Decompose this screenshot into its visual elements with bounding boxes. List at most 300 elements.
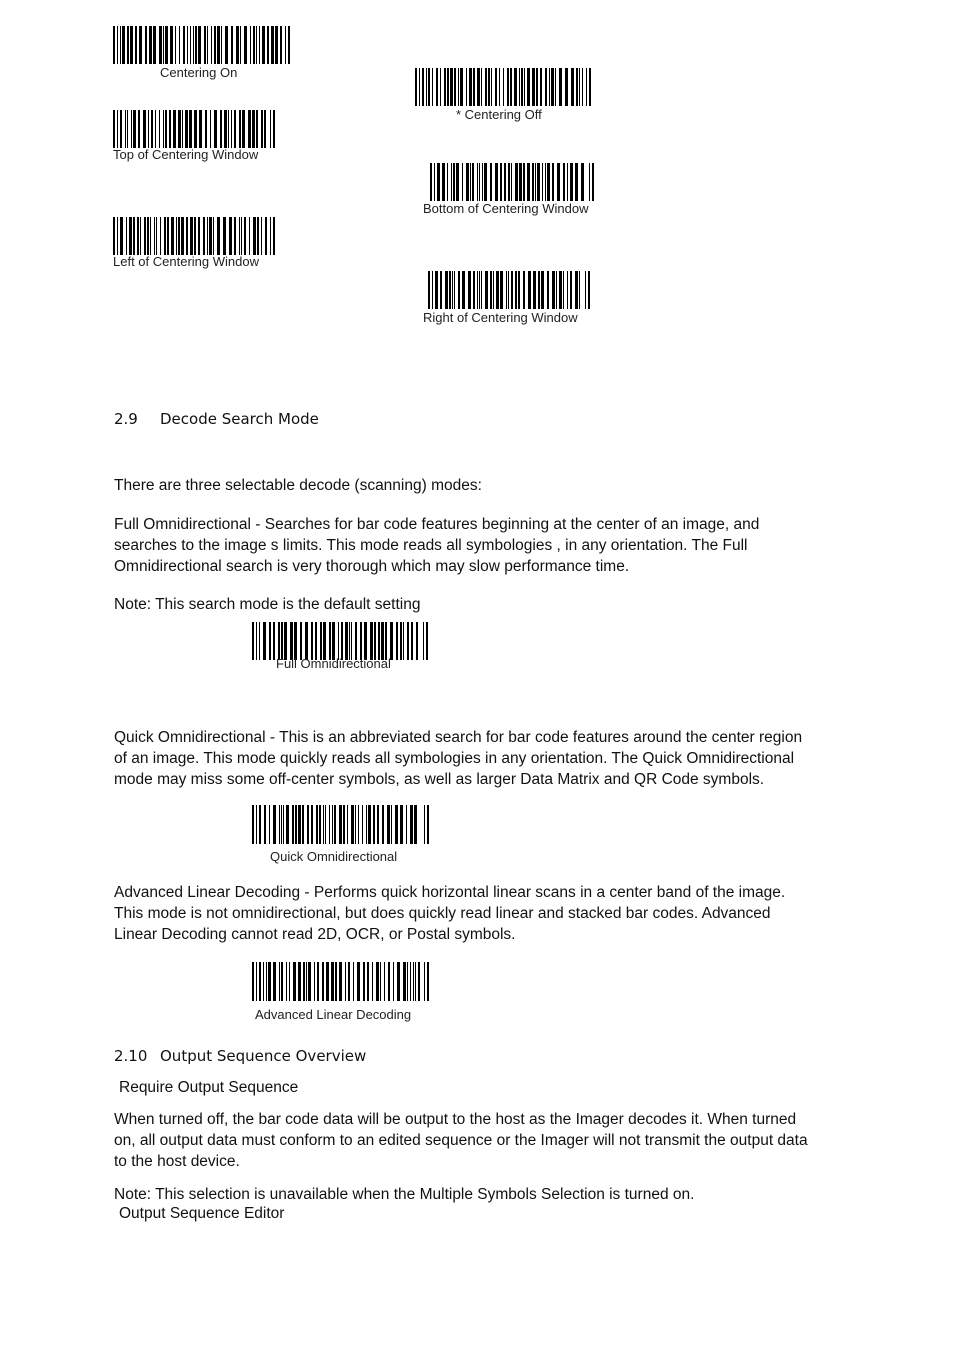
barcode-bar [436,68,438,106]
barcode-bar [256,805,257,844]
barcode-label-adv-linear: Advanced Linear Decoding [255,1007,412,1022]
barcode-bar [419,68,420,106]
barcode-bar [275,26,278,64]
barcode-bar [220,110,222,148]
barcode-bar [388,962,390,1001]
barcode-bar [252,962,254,1001]
barcode-bar [273,217,275,255]
barcode-bar [508,163,510,201]
text-line: When turned off, the bar code data will be output to the host as the Imager decodes it. When turned [114,1111,797,1128]
barcode-bar [493,271,494,309]
barcode-bar [288,26,290,64]
barcode-bar [256,26,257,64]
barcode-bar [308,962,311,1001]
barcode-bar [256,110,258,148]
barcode-bar [117,26,118,64]
barcode-bar [236,26,239,64]
barcode-bar [263,622,266,660]
barcode-bar [307,805,309,844]
barcode-bar [366,805,367,844]
barcode-bar [231,110,232,148]
barcode-bar [481,68,482,106]
barcode-bar [351,622,352,660]
barcode-bar [133,217,135,255]
barcode-bar [137,217,139,255]
barcode-bar [329,622,331,660]
barcode-label-left-window: Left of Centering Window [113,254,259,269]
section-number: 2.9 [114,410,138,428]
barcode-bar [499,68,500,106]
barcode-bar [382,805,384,844]
barcode-bar [163,26,164,64]
barcode-bars [252,962,429,1001]
barcode-bar [253,26,255,64]
barcode-bar [252,110,255,148]
barcode-bar [305,622,308,660]
barcode-bar [407,622,409,660]
barcode-bar [506,271,507,309]
section-number: 2.10 [114,1047,148,1065]
barcode-bar [538,271,540,309]
barcode-bar [384,962,385,1001]
barcode-bar [477,68,480,106]
barcode-bar [199,110,202,148]
barcode-bar [521,68,523,106]
barcode-bar [185,110,188,148]
barcode-bar [415,68,417,106]
note-multiple-symbols: Note: This selection is unavailable when the Multiple Symbols Selection is turned on. [114,1186,695,1203]
barcode-bar [259,622,260,660]
barcode-bar [427,805,429,844]
barcode-bar [440,68,441,106]
barcode-bar [229,217,232,255]
barcode-bar [150,217,151,255]
barcode-bar [503,68,504,106]
barcode-bar [300,622,302,660]
barcode-bar [270,110,271,148]
barcode-bar [397,962,400,1001]
barcode-bar [203,217,205,255]
barcode-bar [329,805,330,844]
text-line: Omnidirectional search is very thorough which may slow performance time. [114,558,630,575]
barcode-bar [345,622,348,660]
barcode-bar [264,805,266,844]
barcode-bar [524,68,525,106]
barcode-bar [570,163,573,201]
barcode-bar [159,26,162,64]
barcode-bar [281,805,282,844]
barcode-bar [547,163,550,201]
barcode-bar [269,805,270,844]
barcode-bar [252,622,254,660]
barcode-bar [281,962,283,1001]
text-line: mode may miss some off-center symbols, as well as larger Data Matrix and QR Code symbols. [114,771,765,788]
text-line: Advanced Linear Decoding - Performs quick horizontal linear scans in a center band of the image. [114,884,786,901]
barcode-bar [500,271,503,309]
barcode-bar [259,962,261,1001]
barcode-bar [385,622,387,660]
barcode-bar [138,110,140,148]
barcode-bar [579,271,580,309]
barcode-bar [353,962,354,1001]
barcode-bar [154,217,155,255]
barcode-bar [424,962,425,1001]
barcode-bar [428,271,430,309]
barcode-bar [511,271,513,309]
barcode-quick-omni [252,805,429,844]
barcode-bar [518,271,520,309]
barcode-bar [261,110,263,148]
barcode-bar [458,68,459,106]
barcode-bar [514,68,517,106]
barcode-bar [322,962,324,1001]
barcode-bar [266,962,267,1001]
barcode-bar [332,622,335,660]
barcode-bar [113,26,115,64]
barcode-bar [444,68,446,106]
barcode-bar [190,217,193,255]
barcode-bar [160,217,161,255]
barcode-bar [263,962,264,1001]
barcode-bar [214,26,216,64]
barcode-bar [147,217,149,255]
barcode-bars [428,271,590,309]
barcode-bar [575,271,578,309]
barcode-bar [477,163,478,201]
barcode-bar [210,110,211,148]
barcode-bar [221,26,222,64]
barcode-bar [393,962,394,1001]
barcode-bar [519,163,522,201]
barcode-bar [214,110,217,148]
barcode-centering-on [113,26,290,64]
output-sequence-description [114,1109,849,1172]
barcode-bar [442,163,445,201]
barcode-bar [113,110,115,148]
barcode-bar [217,26,220,64]
barcode-bar [131,110,132,148]
barcode-bars [113,217,275,255]
barcode-bar [261,217,262,255]
barcode-bar [462,271,465,309]
barcode-bar [406,805,407,844]
barcode-bar [415,962,416,1001]
barcode-bar [374,622,376,660]
text-line: on, all output data must conform to an edited sequence or the Imager will not transmit the output data [114,1132,808,1149]
barcode-bar [195,26,197,64]
barcode-bar [556,271,557,309]
barcode-bar [527,68,530,106]
barcode-bars [113,26,290,64]
barcode-bar [126,217,127,255]
barcode-bar [523,271,525,309]
barcode-bar [533,271,536,309]
barcode-bar [171,217,174,255]
barcode-bar [334,805,336,844]
barcode-bar [545,68,547,106]
adv-linear-description [114,882,849,945]
barcode-bar [532,68,535,106]
barcode-bar [173,110,176,148]
barcode-bar [164,217,166,255]
text-line: Quick Omnidirectional - This is an abbreviated search for bar code features around the center region [114,729,803,746]
barcode-label-top-window: Top of Centering Window [113,147,259,162]
barcode-bar [207,26,208,64]
barcode-bar [170,26,173,64]
barcode-bar [400,622,402,660]
barcode-bar [462,163,463,201]
barcode-bar [240,26,241,64]
barcode-bar [167,217,169,255]
barcode-bar [163,110,164,148]
barcode-bar [416,622,418,660]
barcode-bar [326,962,329,1001]
barcode-bar [242,110,245,148]
barcode-bar [477,271,478,309]
barcode-bar [387,805,390,844]
barcode-bar [315,622,317,660]
barcode-bar [485,68,487,106]
barcode-bar [144,217,146,255]
barcode-bar [259,805,261,844]
barcode-bar [284,622,287,660]
barcode-bar [519,68,520,106]
barcode-bar [542,163,543,201]
barcode-bar [325,805,326,844]
barcode-bar [178,110,181,148]
barcode-bar [552,163,554,201]
barcode-bar [125,110,126,148]
text-line: searches to the image s limits. This mode reads all symbologies , in any orientation. The Full [114,537,748,554]
barcode-bar [484,163,487,201]
section-title: Output Sequence Overview [160,1047,367,1065]
barcode-bar [435,271,438,309]
barcode-bar [149,26,152,64]
barcode-bar [298,805,301,844]
barcode-bar [582,68,583,106]
barcode-bar [545,163,546,201]
barcode-bar [567,163,568,201]
text-line: Full Omnidirectional - Searches for bar code features beginning at the center of an image, and [114,516,760,533]
barcode-label-quick-omni: Quick Omnidirectional [270,849,398,864]
barcode-bar [453,163,455,201]
barcode-bar [279,805,280,844]
barcode-bar [183,26,185,64]
barcode-bar [547,271,549,309]
barcode-bar [127,110,128,148]
barcode-bar [295,805,297,844]
barcode-bar [458,271,460,309]
barcode-bar [377,805,379,844]
barcode-bar [585,271,586,309]
barcode-bar [331,962,334,1001]
barcode-bar [410,805,413,844]
barcode-bar [428,68,430,106]
barcode-bar [323,805,324,844]
barcode-bar [589,68,591,106]
barcode-bar [423,622,424,660]
barcode-bar [504,163,506,201]
barcode-bar [414,805,417,844]
barcode-bar [355,622,357,660]
barcode-bar [189,110,192,148]
barcode-bar [368,805,371,844]
barcode-bars [252,622,428,660]
barcode-bar [211,26,212,64]
barcode-bar [349,622,350,660]
barcode-bar [357,962,360,1001]
barcode-bar [341,622,343,660]
barcode-bar [273,622,275,660]
barcode-bar [454,68,456,106]
barcode-bar [535,163,536,201]
barcode-bar [169,110,171,148]
barcode-bar [432,68,433,106]
barcode-bar [262,26,265,64]
barcode-bar [370,622,373,660]
barcode-bar [286,805,289,844]
barcode-label-right-window: Right of Centering Window [423,310,578,325]
barcode-bar [413,962,414,1001]
text-line: This mode is not omnidirectional, but does quickly read linear and stacked bar codes. Advanced [114,905,771,922]
barcode-bar [511,163,512,201]
barcode-bar [190,26,191,64]
barcode-bar [178,217,180,255]
barcode-bar [527,163,530,201]
barcode-bar [570,271,572,309]
barcode-bar [575,163,578,201]
barcode-bar [244,26,247,64]
barcode-label-centering-off: * Centering Off [456,107,542,122]
barcode-bar [469,68,472,106]
barcode-bar [182,110,183,148]
barcode-bar [153,26,156,64]
barcode-bar [373,805,375,844]
barcode-bar [541,271,544,309]
section-title: Decode Search Mode [160,410,319,428]
barcode-bar [460,68,463,106]
barcode-bar [495,163,498,201]
barcode-bar [468,271,471,309]
barcode-bar [345,962,346,1001]
barcode-bar [127,26,129,64]
barcode-bar [557,163,560,201]
barcode-bar [549,68,550,106]
barcode-bars [430,163,594,201]
barcode-bar [292,805,294,844]
barcode-bars [252,805,429,844]
barcode-bar [148,110,149,148]
barcode-bar [360,622,362,660]
barcode-bar [317,962,319,1001]
barcode-bar [335,962,337,1001]
quick-omni-description [114,727,849,790]
barcode-bar [281,622,283,660]
barcode-bar [193,26,194,64]
barcode-bar [332,805,333,844]
barcode-label-bottom-window: Bottom of Centering Window [423,201,589,216]
barcode-bar [306,962,307,1001]
barcode-bar [179,26,180,64]
barcode-bar [407,962,408,1001]
barcode-bar [510,68,512,106]
barcode-bar [253,217,256,255]
barcode-bar [500,163,502,201]
barcode-bar [113,217,115,255]
barcode-bar [378,622,380,660]
barcode-bar [358,805,359,844]
note-default: Note: This search mode is the default setting [114,596,421,613]
barcode-bar [536,68,538,106]
barcode-bar [143,110,146,148]
barcode-bar [225,26,228,64]
barcode-bar [479,271,480,309]
barcode-bar [117,110,118,148]
barcode-bar [532,163,534,201]
barcode-bar [271,26,274,64]
barcode-bar [343,805,345,844]
barcode-bar [579,68,580,106]
barcode-bar [302,805,304,844]
section-heading-2-10 [114,1047,366,1065]
barcode-bar [490,163,492,201]
barcode-bar [355,805,356,844]
barcode-bar [479,163,480,201]
barcode-bar [472,163,474,201]
barcode-bar [491,68,492,106]
barcode-bar [372,962,373,1001]
barcode-bar [552,271,555,309]
barcode-bar [347,805,348,844]
barcode-bar [278,622,280,660]
barcode-bar [422,68,424,106]
barcode-bar [426,68,427,106]
barcode-bar [273,962,276,1001]
barcode-bar [323,622,326,660]
barcode-bar [205,110,207,148]
barcode-bar [165,26,168,64]
barcode-bar [589,163,590,201]
barcode-bar [280,26,282,64]
barcode-bar [376,962,379,1001]
barcode-bar [426,622,428,660]
barcode-bar [139,26,142,64]
barcode-bar [391,805,392,844]
barcode-top-window [113,110,275,148]
barcode-bars [415,68,591,106]
barcode-right-window [428,271,590,309]
barcode-bar [559,68,562,106]
barcode-bar [217,217,220,255]
barcode-bar [194,110,197,148]
barcode-bar [380,962,381,1001]
barcode-adv-linear [252,962,429,1001]
barcode-bar [466,163,469,201]
barcode-bar [571,68,574,106]
require-output-sequence: Require Output Sequence [119,1079,299,1096]
barcode-bar [348,962,350,1001]
barcode-bar [449,271,451,309]
barcode-bar [338,622,339,660]
barcode-bar [283,805,284,844]
barcode-bar [239,110,241,148]
barcode-bar [311,805,313,844]
barcode-bar [117,217,118,255]
barcode-bar [135,26,137,64]
barcode-bar [367,962,369,1001]
barcode-bar [320,622,322,660]
barcode-bar [140,217,141,255]
